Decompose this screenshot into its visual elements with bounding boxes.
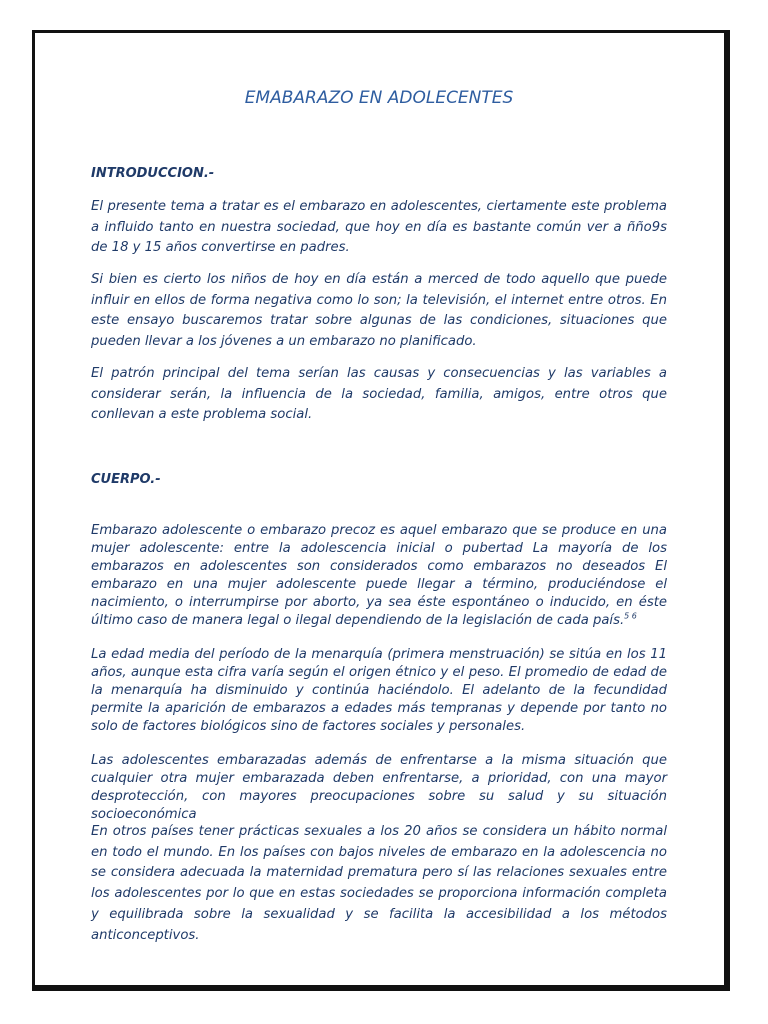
body-paragraph-1 — [91, 522, 667, 630]
footnote-refs: 5 6 — [624, 611, 637, 621]
section-heading-cuerpo: CUERPO.- — [91, 472, 161, 487]
body-paragraph-1-text: Embarazo adolescente o embarazo precoz es aquel embarazo que se produce en una mujer adolescente: entre la adolescencia inicial o pubertad La mayoría de los embarazos en adolescentes son considerados como embarazos no deseados El embarazo en una mujer adolescente puede llegar a término, produciéndose el nacimiento, o interrumpirse por aborto, ya sea éste espontáneo o inducido, en éste último caso de manera legal o ilegal dependiendo de la legislación de cada país. — [91, 523, 667, 628]
body-paragraph-3: Las adolescentes embarazadas además de enfrentarse a la misma situación que cualquier otra mujer embarazada deben enfrentarse, a prioridad, con una mayor desprotección, con mayores preocupaciones sobre su salud y su situación socioeconómica — [91, 753, 667, 822]
body-paragraph-2: La edad media del período de la menarquía (primera menstruación) se sitúa en los 11 años, aunque esta cifra varía según el origen étnico y el peso. El promedio de edad de la menarquía ha disminuido y continúa haciéndolo. El adelanto de la fecundidad permite la aparición de embarazos a edades más tempranas y depende por tanto no solo de factores biológicos sino de factores sociales y personales. — [91, 647, 667, 734]
section-heading-introduccion: INTRODUCCION.- — [91, 166, 215, 181]
document-title: EMABARAZO EN ADOLECENTES — [244, 88, 514, 108]
intro-paragraph-2: Si bien es cierto los niños de hoy en día están a merced de todo aquello que puede influir en ellos de forma negativa como lo son; la televisión, el internet entre otros. En este ensayo buscaremos tratar sobre algunas de las condiciones, situaciones que pueden llevar a los jóvenes a un embarazo no planificado. — [91, 272, 667, 350]
intro-paragraph-1: El presente tema a tratar es el embarazo en adolescentes, ciertamente este problema a influido tanto en nuestra sociedad, que hoy en día es bastante común ver a ñño9s de 18 y 15 años convertirse en padres. — [91, 199, 667, 256]
intro-paragraph-3: El patrón principal del tema serían las causas y consecuencias y las variables a considerar serán, la influencia de la sociedad, familia, amigos, entre otros que conllevan a este problema social. — [91, 366, 667, 423]
body-paragraph-4: En otros países tener prácticas sexuales a los 20 años se considera un hábito normal en todo el mundo. En los países con bajos niveles de embarazo en la adolescencia no se considera adecuada la maternidad prematura pero sí las relaciones sexuales entre los adolescentes por lo que en estas sociedades se proporciona información completa y equilibrada sobre la sexualidad y se facilita la accesibilidad a los métodos anticonceptivos. — [91, 824, 667, 943]
